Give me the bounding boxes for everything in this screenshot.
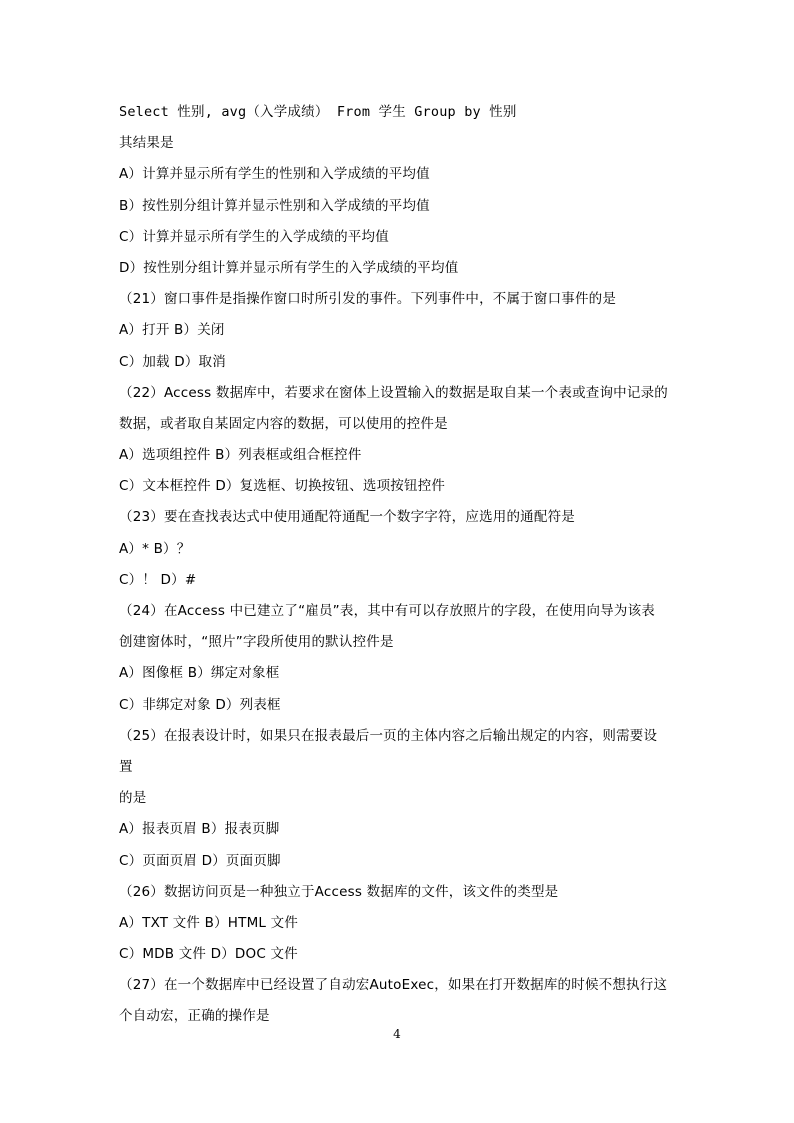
option-line: A）计算并显示所有学生的性别和入学成绩的平均值 — [119, 166, 430, 183]
question-24-continued: 创建窗体时，“照片”字段所使用的默认控件是 — [119, 634, 394, 651]
question-23: （23）要在查找表达式中使用通配符通配一个数字字符，应选用的通配符是 — [119, 509, 575, 526]
question-22: （22）Access 数据库中，若要求在窗体上设置输入的数据是取自某一个表或查询中记录的 — [119, 384, 668, 401]
option-line: A）选项组控件 B）列表框或组合框控件 — [119, 447, 362, 464]
option-line: D）按性别分组计算并显示所有学生的入学成绩的平均值 — [119, 259, 459, 276]
option-line: A）TXT 文件 B）HTML 文件 — [119, 914, 299, 931]
option-line: C）MDB 文件 D）DOC 文件 — [119, 946, 298, 963]
option-line: B）按性别分组计算并显示性别和入学成绩的平均值 — [119, 197, 430, 214]
question-21: （21）窗口事件是指操作窗口时所引发的事件。下列事件中，不属于窗口事件的是 — [119, 291, 617, 308]
option-line: C）计算并显示所有学生的入学成绩的平均值 — [119, 228, 389, 245]
option-line: C）非绑定对象 D）列表框 — [119, 696, 281, 713]
option-line: C）文本框控件 D）复选框、切换按钮、选项按钮控件 — [119, 478, 446, 495]
page-number: 4 — [393, 1027, 401, 1041]
option-line: C）加载 D）取消 — [119, 353, 226, 370]
question-27: （27）在一个数据库中已经设置了自动宏AutoExec，如果在打开数据库的时候不想执行这 — [119, 977, 668, 994]
question-22-continued: 数据，或者取自某固定内容的数据，可以使用的控件是 — [119, 415, 448, 432]
option-line: A）* B）？ — [119, 540, 191, 557]
document-body — [119, 101, 679, 1037]
option-line: C）页面页眉 D）页面页脚 — [119, 852, 281, 869]
option-line: A）打开 B）关闭 — [119, 322, 225, 339]
question-25-continued: 置 — [119, 758, 133, 775]
text-line: 其结果是 — [119, 135, 174, 152]
question-24: （24）在Access 中已建立了“雇员”表，其中有可以存放照片的字段，在使用向导为该表 — [119, 603, 655, 619]
sql-query-line: Select 性别, avg（入学成绩） From 学生 Group by 性别 — [119, 104, 517, 120]
question-25-continued: 的是 — [119, 790, 147, 807]
option-line: A）图像框 B）绑定对象框 — [119, 665, 280, 682]
option-line: A）报表页眉 B）报表页脚 — [119, 821, 280, 838]
question-27-continued: 个自动宏，正确的操作是 — [119, 1008, 270, 1025]
option-line: C）！ D）# — [119, 571, 197, 588]
question-25: （25）在报表设计时，如果只在报表最后一页的主体内容之后输出规定的内容，则需要设 — [119, 727, 658, 744]
question-26: （26）数据访问页是一种独立于Access 数据库的文件，该文件的类型是 — [119, 883, 559, 900]
